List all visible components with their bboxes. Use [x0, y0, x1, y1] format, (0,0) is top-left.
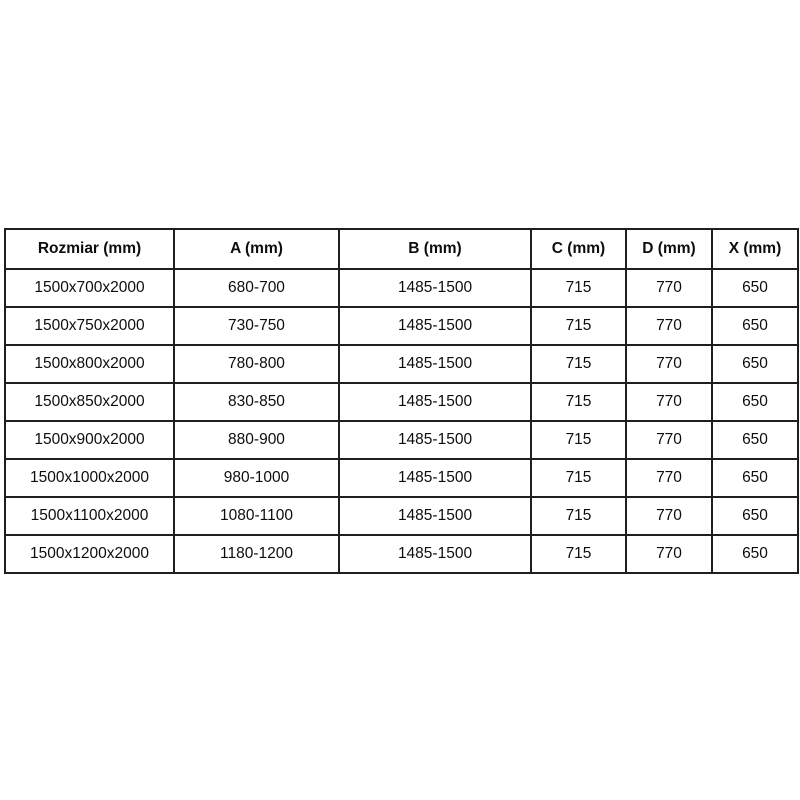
table-cell: 650 — [712, 269, 798, 307]
table-cell: 715 — [531, 307, 626, 345]
table-cell: 1485-1500 — [339, 269, 531, 307]
table-cell: 715 — [531, 421, 626, 459]
table-cell: 1485-1500 — [339, 383, 531, 421]
table-cell: 650 — [712, 383, 798, 421]
table-cell: 715 — [531, 383, 626, 421]
table-cell: 650 — [712, 535, 798, 573]
table-cell: 770 — [626, 383, 712, 421]
table-cell: 1500x800x2000 — [5, 345, 174, 383]
table-row — [5, 307, 798, 345]
column-header-rozmiar: Rozmiar (mm) — [5, 229, 174, 269]
table-cell: 1485-1500 — [339, 307, 531, 345]
table-cell: 1500x1200x2000 — [5, 535, 174, 573]
table-cell: 770 — [626, 307, 712, 345]
table-cell: 1485-1500 — [339, 497, 531, 535]
table-cell: 1485-1500 — [339, 535, 531, 573]
dimensions-table — [4, 228, 799, 574]
table-cell: 650 — [712, 421, 798, 459]
table-cell: 650 — [712, 307, 798, 345]
table-cell: 770 — [626, 535, 712, 573]
table-cell: 1485-1500 — [339, 345, 531, 383]
table-cell: 1180-1200 — [174, 535, 339, 573]
table-cell: 1500x1000x2000 — [5, 459, 174, 497]
table-header — [5, 229, 798, 269]
table-row — [5, 269, 798, 307]
table-header-row — [5, 229, 798, 269]
table-cell: 980-1000 — [174, 459, 339, 497]
table-cell: 715 — [531, 459, 626, 497]
column-header-a: A (mm) — [174, 229, 339, 269]
table-cell: 1485-1500 — [339, 459, 531, 497]
table-cell: 770 — [626, 345, 712, 383]
table-row — [5, 497, 798, 535]
table-cell: 650 — [712, 459, 798, 497]
table-cell: 830-850 — [174, 383, 339, 421]
table-body — [5, 269, 798, 573]
column-header-b: B (mm) — [339, 229, 531, 269]
table-cell: 1500x1100x2000 — [5, 497, 174, 535]
table-row — [5, 421, 798, 459]
table-cell: 1080-1100 — [174, 497, 339, 535]
table-cell: 770 — [626, 421, 712, 459]
table-cell: 650 — [712, 497, 798, 535]
table-cell: 715 — [531, 345, 626, 383]
table-cell: 1500x900x2000 — [5, 421, 174, 459]
table-cell: 715 — [531, 535, 626, 573]
column-header-d: D (mm) — [626, 229, 712, 269]
table-cell: 650 — [712, 345, 798, 383]
table-cell: 715 — [531, 497, 626, 535]
table-row — [5, 535, 798, 573]
table-cell: 770 — [626, 269, 712, 307]
table-cell: 1500x700x2000 — [5, 269, 174, 307]
table-cell: 1500x750x2000 — [5, 307, 174, 345]
table-cell: 780-800 — [174, 345, 339, 383]
table-cell: 880-900 — [174, 421, 339, 459]
table-row — [5, 383, 798, 421]
table-cell: 680-700 — [174, 269, 339, 307]
table-cell: 770 — [626, 497, 712, 535]
table-row — [5, 345, 798, 383]
table-cell: 1500x850x2000 — [5, 383, 174, 421]
table-row — [5, 459, 798, 497]
table-cell: 770 — [626, 459, 712, 497]
column-header-x: X (mm) — [712, 229, 798, 269]
table-cell: 730-750 — [174, 307, 339, 345]
table-cell: 1485-1500 — [339, 421, 531, 459]
table-cell: 715 — [531, 269, 626, 307]
column-header-c: C (mm) — [531, 229, 626, 269]
